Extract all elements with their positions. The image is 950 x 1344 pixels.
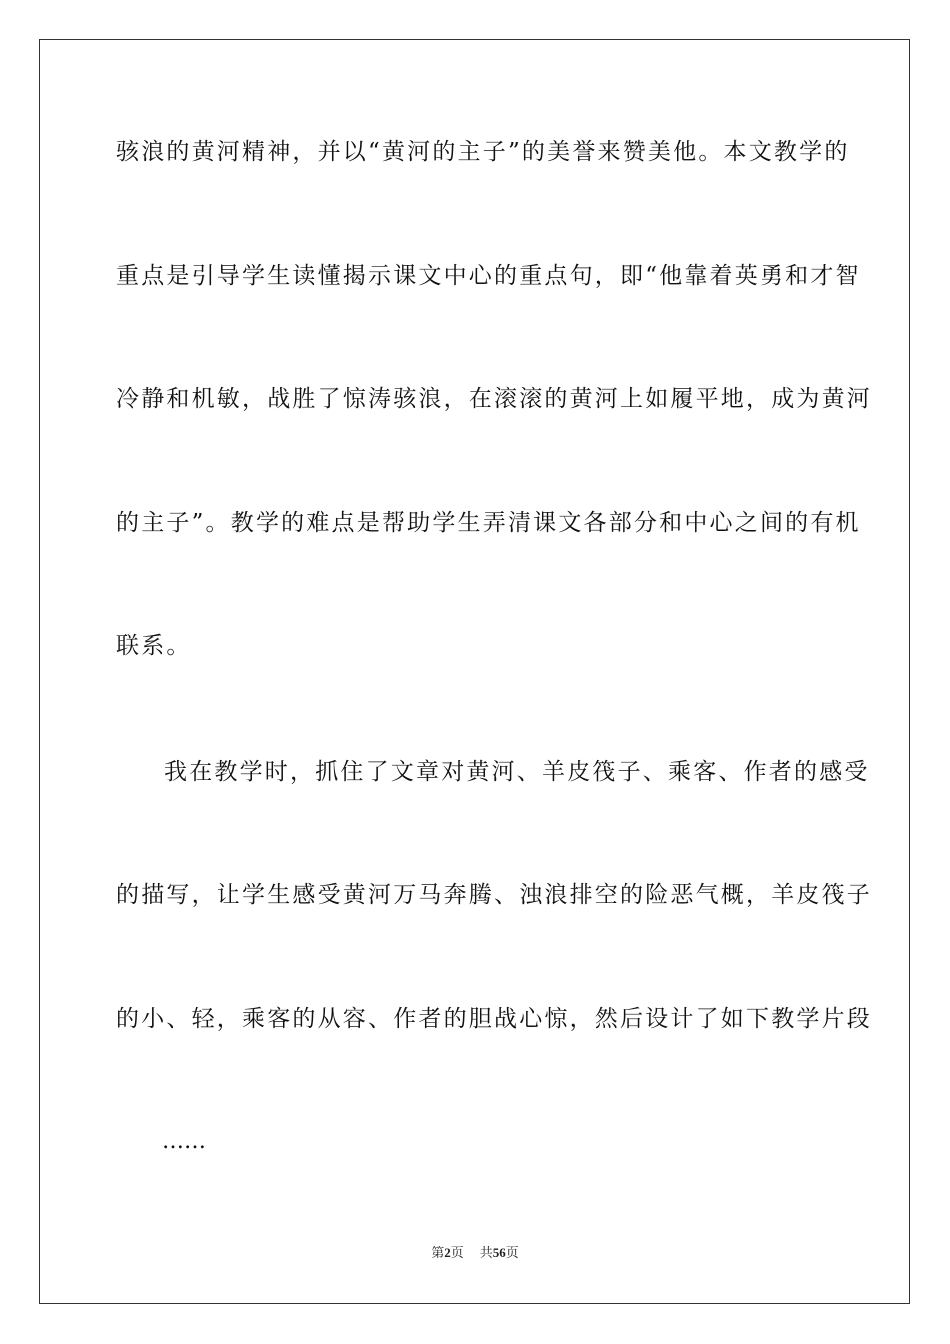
ellipsis: …… xyxy=(162,1129,206,1154)
total-pages: 56 xyxy=(492,1245,506,1260)
page-prefix: 第 xyxy=(431,1246,445,1261)
page-number: 2 xyxy=(444,1245,451,1260)
text-line-3: 冷静和机敏，战胜了惊涛骇浪，在滚滚的黄河上如履平地，成为黄河 xyxy=(116,386,872,412)
page-suffix: 页 xyxy=(450,1246,464,1261)
total-suffix: 页 xyxy=(505,1246,519,1261)
total-prefix: 共 xyxy=(479,1246,493,1261)
text-line-5: 联系。 xyxy=(116,633,192,659)
text-line-1: 骇浪的黄河精神，并以“黄河的主子”的美誉来赞美他。本文教学的 xyxy=(116,139,850,165)
text-line-4: 的主子”。教学的难点是帮助学生弄清课文各部分和中心之间的有机 xyxy=(116,510,861,536)
page-border xyxy=(39,39,910,1304)
text-line-2: 重点是引导学生读懂揭示课文中心的重点句，即“他靠着英勇和才智 xyxy=(116,263,861,289)
text-line-7: 的描写，让学生感受黄河万马奔腾、浊浪排空的险恶气概，羊皮筏子 xyxy=(116,882,872,908)
paragraph-2-first-line: 我在教学时，抓住了文章对黄河、羊皮筏子、乘客、作者的感受 xyxy=(164,759,870,785)
text-line-8: 的小、轻，乘客的从容、作者的胆战心惊，然后设计了如下教学片段 xyxy=(116,1006,872,1032)
page-footer xyxy=(0,1244,950,1263)
